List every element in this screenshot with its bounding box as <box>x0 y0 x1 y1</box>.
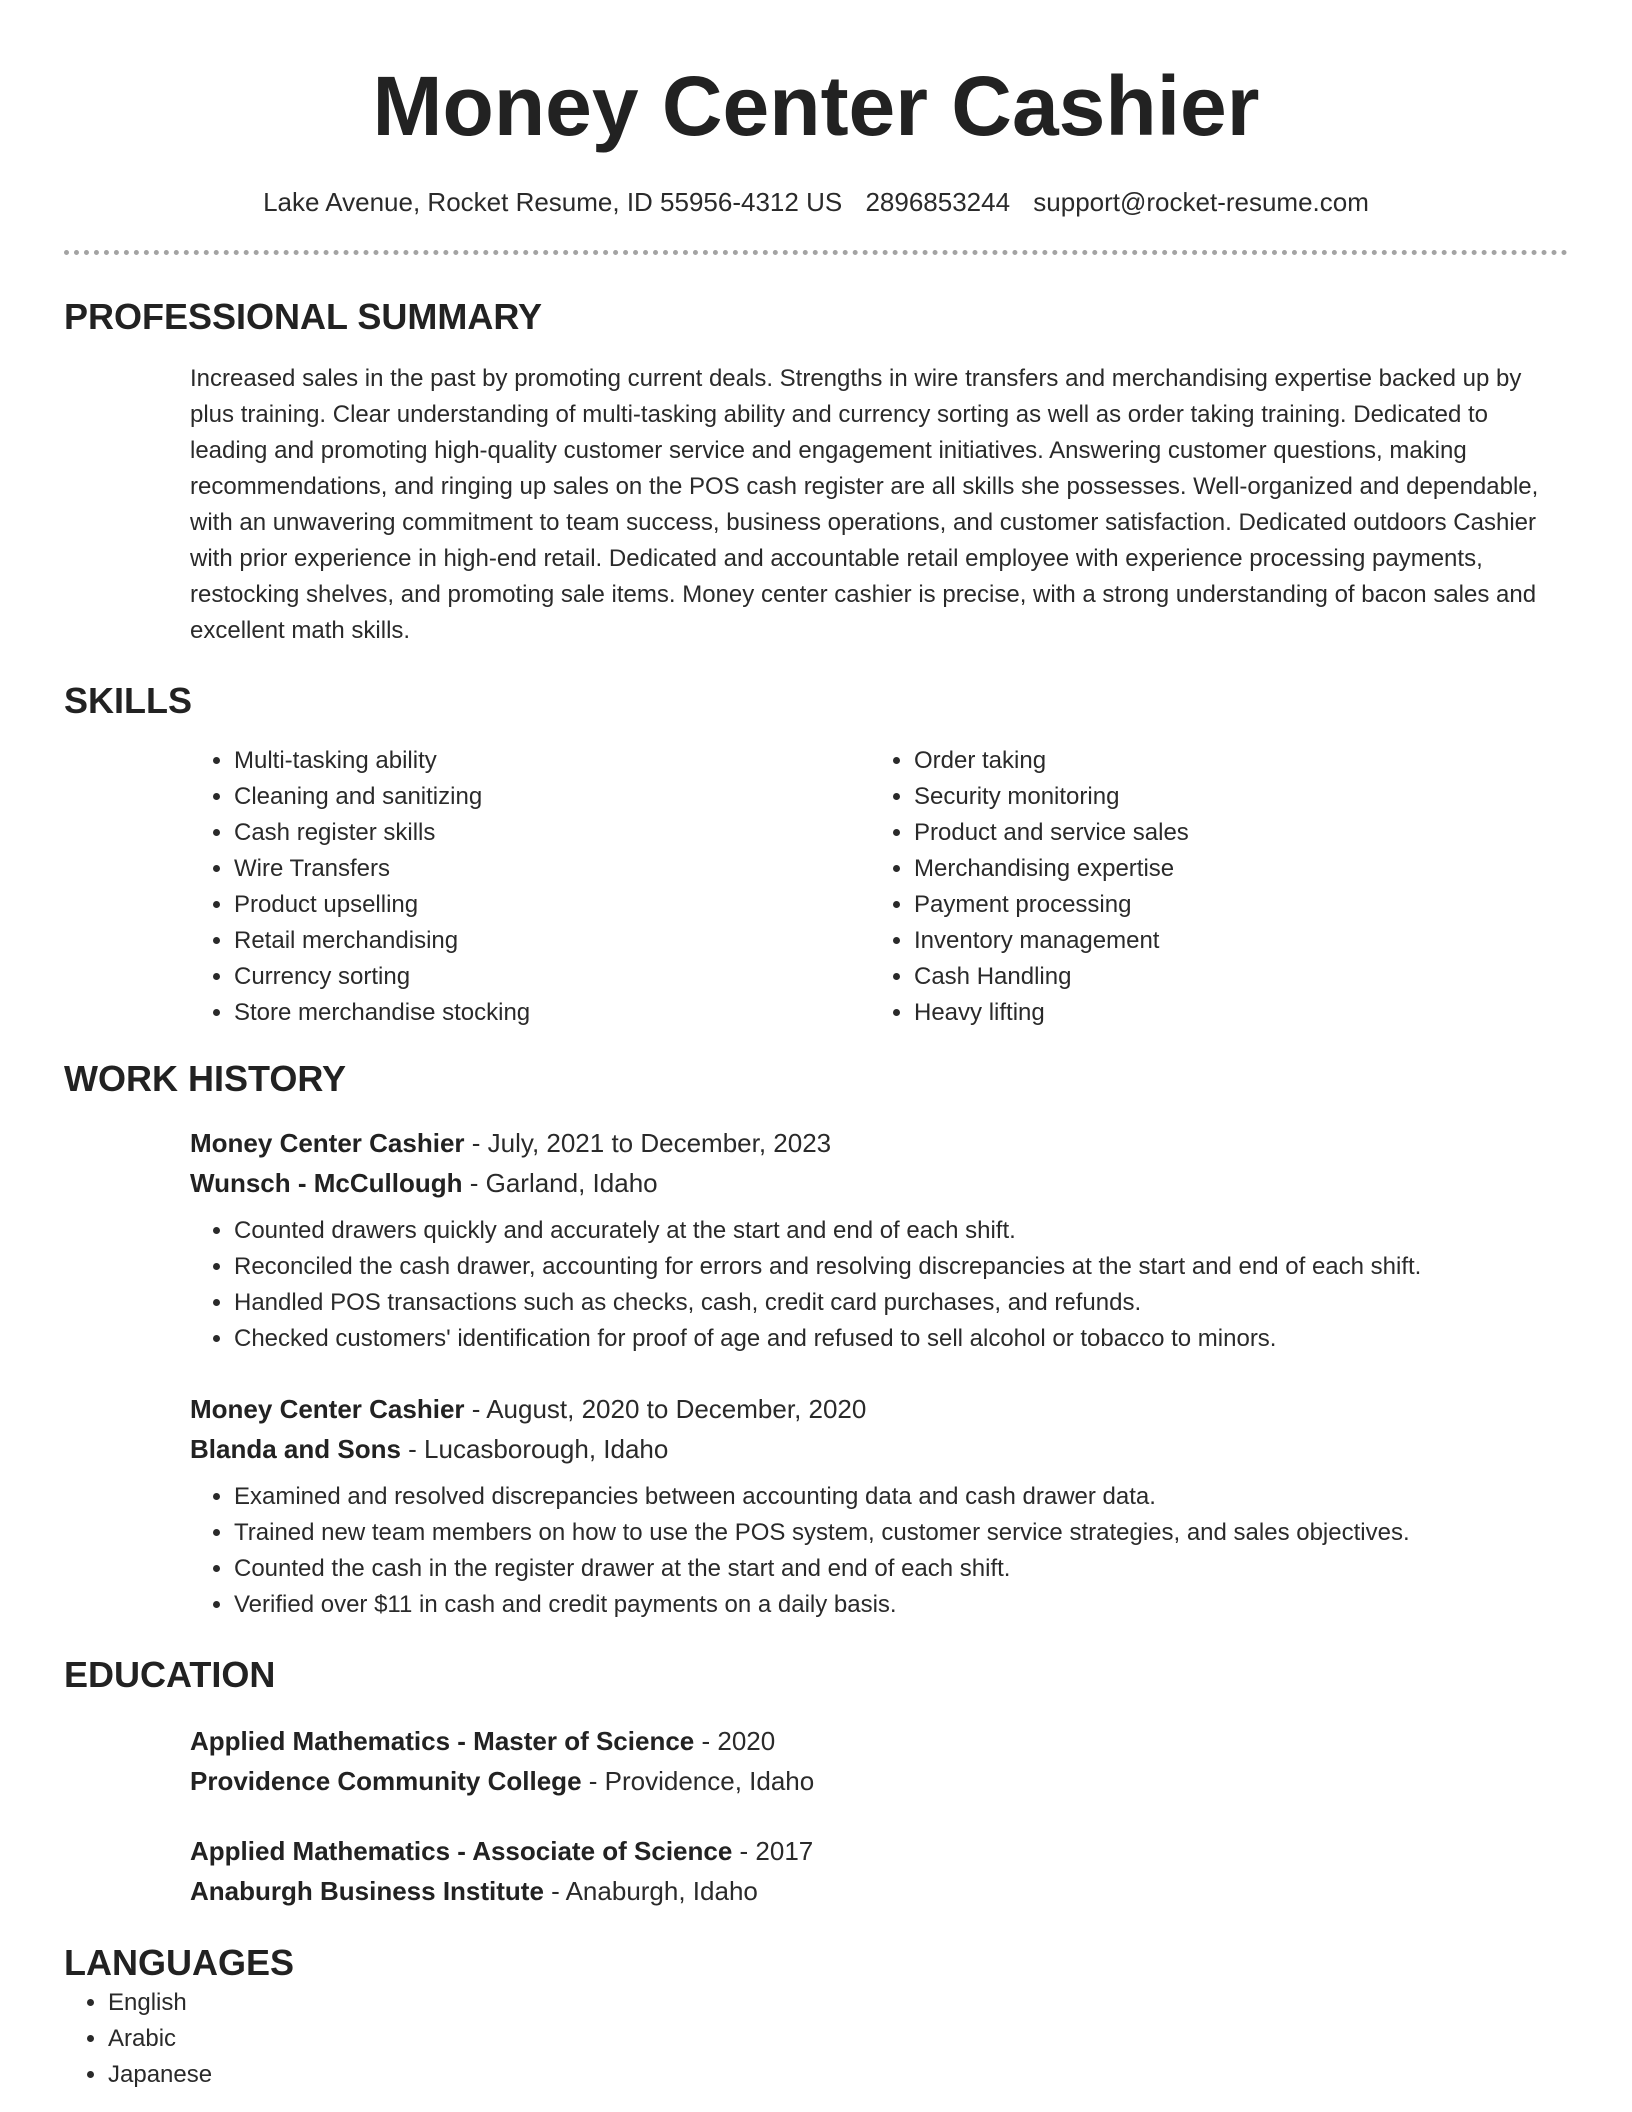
education-heading: EDUCATION <box>64 1654 276 1695</box>
skill-item: • Retail merchandising <box>234 923 870 959</box>
education-location: - Anaburgh, Idaho <box>543 1876 758 1906</box>
language-item: • Arabic <box>108 2021 1568 2057</box>
skill-item: • Inventory management <box>914 923 1568 959</box>
education-degree: Applied Mathematics - Associate of Science <box>190 1836 733 1866</box>
job-duty: • Checked customers' identification for proof of age and refused to sell alcohol or tobacco to minors. <box>234 1321 1568 1357</box>
job-company-line <box>190 1163 1568 1203</box>
education-degree-line <box>190 1721 1568 1761</box>
skill-item: • Multi-tasking ability <box>234 743 870 779</box>
job-title-line <box>190 1123 1568 1163</box>
languages-heading: LANGUAGES <box>64 1942 295 1983</box>
job-duty: • Counted drawers quickly and accurately at the start and end of each shift. <box>234 1213 1568 1249</box>
job-location: - Lucasborough, Idaho <box>400 1434 669 1464</box>
job-entry <box>190 1123 1568 1357</box>
skills-column-left <box>190 743 870 1031</box>
education-location: - Providence, Idaho <box>581 1766 815 1796</box>
job-company: Blanda and Sons <box>190 1434 401 1464</box>
skill-item: • Heavy lifting <box>914 995 1568 1031</box>
education-degree-line <box>190 1831 1568 1871</box>
header-divider <box>64 250 1568 255</box>
education-entry <box>190 1721 1568 1801</box>
skills-column-right <box>870 743 1568 1031</box>
skill-item: • Cash Handling <box>914 959 1568 995</box>
job-duty: • Handled POS transactions such as checks, cash, credit card purchases, and refunds. <box>234 1285 1568 1321</box>
skill-item: • Product and service sales <box>914 815 1568 851</box>
job-title-line <box>190 1389 1568 1429</box>
skill-item: • Currency sorting <box>234 959 870 995</box>
education-school: Anaburgh Business Institute <box>190 1876 544 1906</box>
education-school-line <box>190 1761 1568 1801</box>
skill-item: • Product upselling <box>234 887 870 923</box>
job-role: Money Center Cashier <box>190 1394 465 1424</box>
language-item: • English <box>108 1985 1568 2021</box>
job-dates: - August, 2020 to December, 2020 <box>464 1394 867 1424</box>
job-company: Wunsch - McCullough <box>190 1168 463 1198</box>
education-degree: Applied Mathematics - Master of Science <box>190 1726 695 1756</box>
education-school: Providence Community College <box>190 1766 582 1796</box>
skills-heading: SKILLS <box>64 680 193 721</box>
skill-item: • Cash register skills <box>234 815 870 851</box>
contact-address: Lake Avenue, Rocket Resume, ID 55956-4312 US <box>263 187 843 217</box>
skill-item: • Security monitoring <box>914 779 1568 815</box>
education-year: - 2017 <box>732 1836 814 1866</box>
skill-item: • Wire Transfers <box>234 851 870 887</box>
job-duty: • Counted the cash in the register drawer at the start and end of each shift. <box>234 1551 1568 1587</box>
job-location: - Garland, Idaho <box>462 1168 658 1198</box>
languages-list <box>64 1985 1568 2093</box>
skill-item: • Cleaning and sanitizing <box>234 779 870 815</box>
skill-item: • Payment processing <box>914 887 1568 923</box>
summary-heading: PROFESSIONAL SUMMARY <box>64 296 543 337</box>
work-history-heading: WORK HISTORY <box>64 1058 347 1099</box>
language-item: • Japanese <box>108 2057 1568 2093</box>
job-company-line <box>190 1429 1568 1469</box>
candidate-name: Money Center Cashier <box>372 59 1260 153</box>
education-entry <box>190 1831 1568 1911</box>
job-duty: • Examined and resolved discrepancies between accounting data and cash drawer data. <box>234 1479 1568 1515</box>
job-entry <box>190 1389 1568 1623</box>
job-role: Money Center Cashier <box>190 1128 465 1158</box>
summary-text: Increased sales in the past by promoting current deals. Strengths in wire transfers and merchandising expertise backed up by plus training. Clear understanding of multi-tasking ability and currency sorting as well as order taking training. Dedicated to leading and promoting high-quality customer service and engagement initiatives. Answering customer questions, making recommendations, and ringing up sales on the POS cash register are all skills she possesses. Well-organized and dependable, with an unwavering commitment to team success, business operations, and customer satisfaction. Dedicated outdoors Cashier with prior experience in high-end retail. Dedicated and accountable retail employee with experience processing payments, restocking shelves, and promoting sale items. Money center cashier is precise, with a strong understanding of bacon sales and excellent math skills. <box>190 365 1539 644</box>
job-duty: • Trained new team members on how to use the POS system, customer service strategies, and sales objectives. <box>234 1515 1568 1551</box>
job-dates: - July, 2021 to December, 2023 <box>464 1128 832 1158</box>
job-duties <box>190 1213 1568 1357</box>
skill-item: • Merchandising expertise <box>914 851 1568 887</box>
job-duties <box>190 1479 1568 1623</box>
education-school-line <box>190 1871 1568 1911</box>
skill-item: • Store merchandise stocking <box>234 995 870 1031</box>
skill-item: • Order taking <box>914 743 1568 779</box>
job-duty: • Verified over $11 in cash and credit payments on a daily basis. <box>234 1587 1568 1623</box>
contact-email: support@rocket-resume.com <box>1033 187 1369 217</box>
job-duty: • Reconciled the cash drawer, accounting for errors and resolving discrepancies at the start and end of each shift. <box>234 1249 1568 1285</box>
education-year: - 2020 <box>694 1726 776 1756</box>
contact-line <box>64 186 1568 218</box>
contact-phone: 2896853244 <box>865 187 1011 217</box>
skills-list <box>190 743 1568 1031</box>
